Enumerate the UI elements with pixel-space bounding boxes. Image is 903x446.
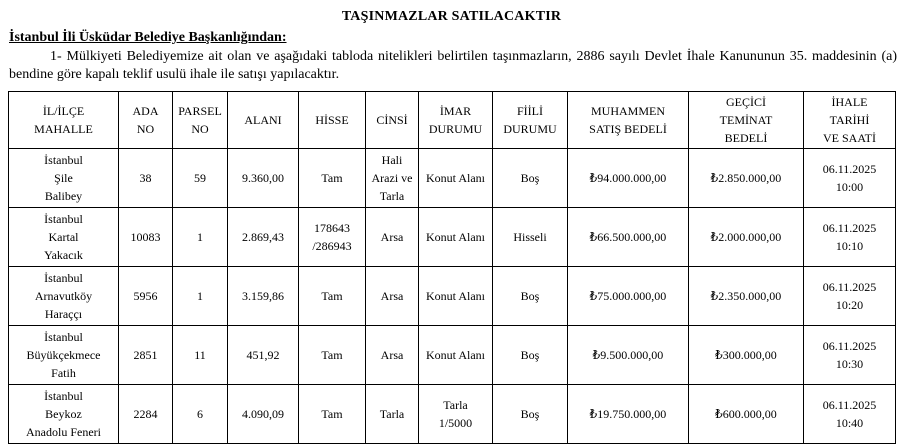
table-cell: Arsa [366,267,419,326]
column-header: MUHAMMEN SATIŞ BEDELİ [568,92,689,149]
column-header: FİİLİ DURUMU [493,92,568,149]
table-row [9,149,896,208]
table-cell: Tam [299,385,366,444]
column-header: PARSEL NO [173,92,228,149]
table-cell: 2284 [119,385,173,444]
document-heading: İstanbul İli Üsküdar Belediye Başkanlığından: [9,30,287,45]
table-cell: Tam [299,326,366,385]
table-cell: Konut Alanı [419,208,493,267]
intro-paragraph: 1- Mülkiyeti Belediyemize ait olan ve aşağıdaki tabloda nitelikleri belirtilen taşınmazların, 2886 sayılı Devlet İhale Kanununun 35. maddesinin (a) bendine göre kapalı teklif usulü ihale ile satışı yapılacaktır. [9,49,897,82]
column-header: İL/İLÇE MAHALLE [9,92,119,149]
table-cell: 06.11.2025 10:00 [804,149,896,208]
table-cell: Tarla [366,385,419,444]
table-cell: 178643 /286943 [299,208,366,267]
table-cell: İstanbul Şile Balibey [9,149,119,208]
table-cell: Tarla 1/5000 [419,385,493,444]
column-header: İHALE TARİHİ VE SAATİ [804,92,896,149]
column-header: ADA NO [119,92,173,149]
table-row [9,267,896,326]
table-cell: ₺94.000.000,00 [568,149,689,208]
table-cell: 451,92 [228,326,299,385]
document-title: TAŞINMAZLAR SATILACAKTIR [341,9,562,24]
column-header: ALANI [228,92,299,149]
table-cell: 06.11.2025 10:10 [804,208,896,267]
table-cell: Arsa [366,208,419,267]
table-row [9,326,896,385]
column-header: GEÇİCİ TEMİNAT BEDELİ [689,92,804,149]
table-cell: 2.869,43 [228,208,299,267]
property-table [8,91,896,444]
table-cell: 6 [173,385,228,444]
table-cell: 2851 [119,326,173,385]
table-row [9,385,896,444]
table-cell: 06.11.2025 10:30 [804,326,896,385]
column-header: CİNSİ [366,92,419,149]
table-cell: 1 [173,267,228,326]
table-cell: ₺9.500.000,00 [568,326,689,385]
table-cell: 11 [173,326,228,385]
table-body [9,149,896,444]
table-cell: 5956 [119,267,173,326]
table-cell: Boş [493,326,568,385]
table-cell: Boş [493,385,568,444]
column-header: İMAR DURUMU [419,92,493,149]
table-cell: 3.159,86 [228,267,299,326]
table-cell: Arsa [366,326,419,385]
column-header: HİSSE [299,92,366,149]
table-cell: Tam [299,149,366,208]
table-cell: İstanbul Kartal Yakacık [9,208,119,267]
table-cell: 10083 [119,208,173,267]
table-cell: Tam [299,267,366,326]
table-cell: Boş [493,267,568,326]
table-cell: ₺300.000,00 [689,326,804,385]
table-cell: ₺19.750.000,00 [568,385,689,444]
table-cell: 06.11.2025 10:20 [804,267,896,326]
table-cell: 38 [119,149,173,208]
table-cell: İstanbul Büyükçekmece Fatih [9,326,119,385]
table-cell: 1 [173,208,228,267]
table-cell: ₺2.850.000,00 [689,149,804,208]
table-row [9,208,896,267]
table-cell: ₺66.500.000,00 [568,208,689,267]
table-cell: Konut Alanı [419,267,493,326]
table-cell: Boş [493,149,568,208]
table-cell: ₺75.000.000,00 [568,267,689,326]
table-cell: 9.360,00 [228,149,299,208]
table-cell: ₺600.000,00 [689,385,804,444]
table-cell: 59 [173,149,228,208]
table-cell: İstanbul Arnavutköy Haraççı [9,267,119,326]
table-cell: Hisseli [493,208,568,267]
table-cell: İstanbul Beykoz Anadolu Feneri [9,385,119,444]
table-cell: Hali Arazi ve Tarla [366,149,419,208]
table-cell: 4.090,09 [228,385,299,444]
table-cell: ₺2.350.000,00 [689,267,804,326]
table-cell: 06.11.2025 10:40 [804,385,896,444]
table-cell: ₺2.000.000,00 [689,208,804,267]
table-cell: Konut Alanı [419,326,493,385]
table-header-row [9,92,896,149]
table-cell: Konut Alanı [419,149,493,208]
